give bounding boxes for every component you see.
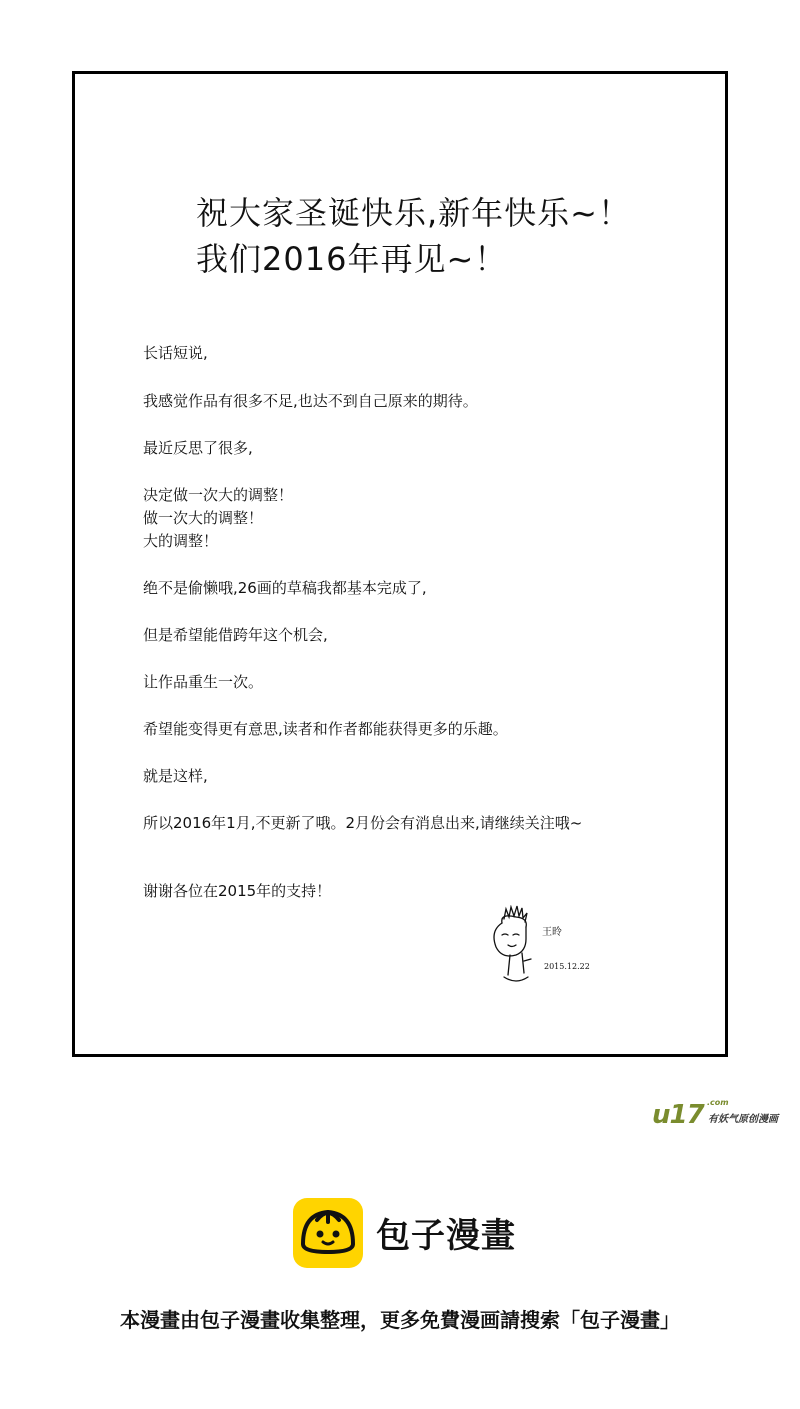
u17-domain: .com [707, 1098, 729, 1107]
paragraph-line: 决定做一次大的调整！ [143, 486, 294, 504]
footer-notice: 本漫畫由包子漫畫收集整理，更多免費漫画請搜索「包子漫畫」 [120, 1308, 680, 1332]
signature-name: 王昤 [542, 927, 562, 938]
paragraph: 希望能变得更有意思,读者和作者都能获得更多的乐趣。 [143, 720, 508, 738]
author-doodle-icon [486, 905, 616, 995]
paragraph-line: 做一次大的调整！ [143, 509, 264, 527]
heading-line-2: 我们2016年再见~！ [196, 240, 508, 278]
u17-logo: u17 [652, 1100, 704, 1130]
u17-watermark [652, 1098, 797, 1130]
paragraph: 长话短说, [143, 344, 208, 362]
author-signature [486, 905, 616, 995]
paragraph: 我感觉作品有很多不足,也达不到自己原来的期待。 [143, 392, 478, 410]
paragraph: 谢谢各位在2015年的支持！ [143, 882, 332, 900]
paragraph: 所以2016年1月,不更新了哦。2月份会有消息出来,请继续关注哦~ [143, 814, 583, 832]
heading-line-1: 祝大家圣诞快乐,新年快乐~！ [196, 194, 631, 232]
paragraph: 最近反思了很多, [143, 439, 253, 457]
paragraph: 但是希望能借跨年这个机会, [143, 626, 328, 644]
paragraph: 就是这样, [143, 767, 208, 785]
signature-date: 2015.12.22 [544, 962, 590, 971]
paragraph: 绝不是偷懒哦,26画的草稿我都基本完成了, [143, 579, 427, 597]
letter-heading [196, 190, 631, 282]
paragraph: 让作品重生一次。 [143, 673, 264, 691]
u17-tagline: 有妖气原创漫画 [708, 1114, 778, 1125]
app-name: 包子漫畫 [376, 1216, 516, 1256]
baozi-icon [293, 1198, 363, 1268]
paragraph-line: 大的调整！ [143, 532, 219, 550]
